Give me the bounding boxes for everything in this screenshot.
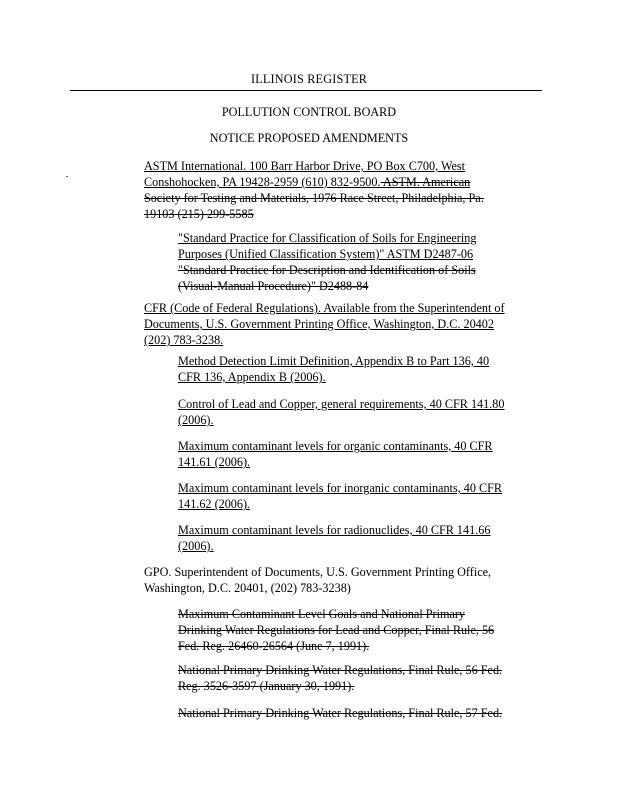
astm-line-2 (144, 174, 516, 190)
astm-line-2-added: Conshohocken, PA 19428-2959 (610) 832-9500. (144, 175, 381, 189)
gpo-item-3 (178, 705, 508, 721)
gpo-item-3-line-1: National Primary Drinking Water Regulations, Final Rule, 57 Fed. (178, 706, 503, 720)
cfr-item-1 (178, 353, 508, 385)
board-title: POLLUTION CONTROL BOARD (221, 105, 397, 119)
cfr-item-2 (178, 396, 508, 428)
scan-speck (66, 176, 68, 177)
cfr-item-3-line-2: 141.61 (2006). (178, 455, 251, 469)
gpo-line-2: Washington, D.C. 20401, (202) 783-3238) (144, 581, 351, 595)
astm-line-3: Society for Testing and Materials, 1976 Race Street, Philadelphia, Pa. (144, 191, 484, 205)
cfr-line-1: CFR (Code of Federal Regulations). Available from the Superintendent of (144, 301, 505, 315)
cfr-item-3-line-1: Maximum contaminant levels for organic contaminants, 40 CFR (178, 439, 493, 453)
header-rule (70, 90, 542, 91)
astm-item-1-line-2: Purposes (Unified Classification System)" ASTM D2487-06 (178, 247, 474, 261)
astm-line-1: ASTM International. 100 Barr Harbor Drive, PO Box C700, West (144, 159, 466, 173)
gpo-item-1 (178, 606, 508, 654)
gpo-item-2-line-1: National Primary Drinking Water Regulations, Final Rule, 56 Fed. (178, 663, 503, 677)
cfr-item-5-line-2: (2006). (178, 539, 214, 553)
cfr-item-4-line-1: Maximum contaminant levels for inorganic contaminants, 40 CFR (178, 481, 503, 495)
cfr-line-3: (202) 783-3238. (144, 333, 224, 347)
gpo-item-1-line-2: Drinking Water Regulations for Lead and Copper, Final Rule, 56 (178, 623, 495, 637)
gpo-item-1-line-1: Maximum Contaminant Level Goals and National Primary (178, 607, 466, 621)
astm-item-1-line-1: "Standard Practice for Classification of Soils for Engineering (178, 231, 477, 245)
gpo-paragraph (144, 564, 516, 596)
cfr-item-5-line-1: Maximum contaminant levels for radionuclides, 40 CFR 141.66 (178, 523, 491, 537)
gpo-item-2 (178, 662, 508, 694)
astm-paragraph (144, 158, 516, 222)
cfr-item-2-line-1: Control of Lead and Copper, general requirements, 40 CFR 141.80 (178, 397, 505, 411)
cfr-item-4 (178, 480, 508, 512)
gpo-item-1-line-3: Fed. Reg. 26460-26564 (June 7, 1991). (178, 639, 370, 653)
notice-title: NOTICE PROPOSED AMENDMENTS (209, 131, 409, 145)
cfr-item-3 (178, 438, 508, 470)
cfr-line-2: Documents, U.S. Government Printing Office, Washington, D.C. 20402 (144, 317, 494, 331)
cfr-item-1-line-1: Method Detection Limit Definition, Appendix B to Part 136, 40 (178, 354, 490, 368)
astm-standard-list (178, 230, 508, 294)
cfr-paragraph (144, 300, 516, 348)
astm-line-4: 19103 (215) 299-5585 (144, 207, 254, 221)
cfr-item-5 (178, 522, 508, 554)
cfr-item-1-line-2: CFR 136, Appendix B (2006). (178, 370, 326, 384)
astm-item-2-line-1: "Standard Practice for Description and Identification of Soils (178, 263, 476, 277)
astm-item-2-line-2: (Visual-Manual Procedure)" D2488-84 (178, 279, 369, 293)
gpo-line-1: GPO. Superintendent of Documents, U.S. Government Printing Office, (144, 565, 492, 579)
register-title: ILLINOIS REGISTER (250, 72, 368, 86)
cfr-item-2-line-2: (2006). (178, 413, 214, 427)
astm-line-2-struck: ASTM. American (380, 175, 471, 189)
cfr-item-4-line-2: 141.62 (2006). (178, 497, 251, 511)
gpo-item-2-line-2: Reg. 3526-3597 (January 30, 1991). (178, 679, 355, 693)
